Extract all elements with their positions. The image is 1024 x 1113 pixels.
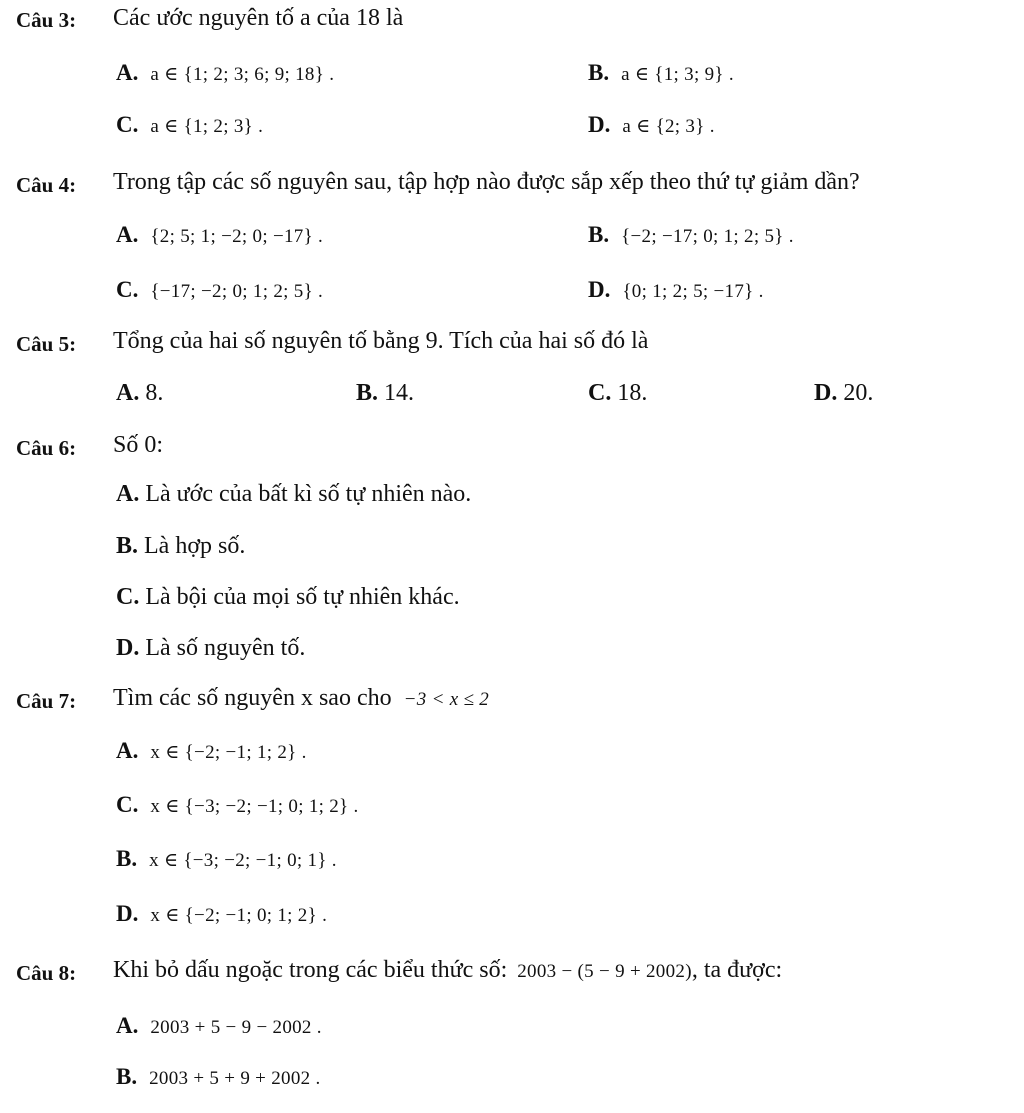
option-c[interactable]: C. Là bội của mọi số tự nhiên khác. (116, 584, 460, 610)
option-d[interactable]: D. a ∈ {2; 3} . (588, 112, 715, 137)
option-a[interactable]: A. a ∈ {1; 2; 3; 6; 9; 18} . (116, 60, 335, 85)
option-c[interactable]: C. 18. (588, 380, 648, 406)
option-a[interactable]: A. Là ước của bất kì số tự nhiên nào. (116, 481, 472, 507)
option-b[interactable]: B. x ∈ {−3; −2; −1; 0; 1} . (116, 846, 337, 871)
option-c[interactable]: C. {−17; −2; 0; 1; 2; 5} . (116, 277, 324, 302)
option-b[interactable]: B. {−2; −17; 0; 1; 2; 5} . (588, 222, 794, 247)
option-c[interactable]: C. x ∈ {−3; −2; −1; 0; 1; 2} . (116, 792, 359, 817)
question-label: Câu 4: (16, 173, 77, 197)
option-b[interactable]: B. Là hợp số. (116, 533, 246, 559)
inequality: −3 < x ≤ 2 (403, 689, 490, 710)
option-d[interactable]: D. {0; 1; 2; 5; −17} . (588, 277, 764, 302)
option-a[interactable]: A. 2003 + 5 − 9 − 2002 . (116, 1013, 322, 1038)
question-label: Câu 5: (16, 332, 77, 356)
question-label: Câu 8: (16, 961, 77, 985)
question-text: Tìm các số nguyên x sao cho −3 < x ≤ 2 (113, 685, 490, 711)
question-text: Khi bỏ dấu ngoặc trong các biểu thức số: 2003 − (5 − 9 + 2002), ta được: (113, 957, 783, 983)
question-text: Tổng của hai số nguyên tố bằng 9. Tích của hai số đó là (113, 328, 649, 354)
question-text: Trong tập các số nguyên sau, tập hợp nào được sắp xếp theo thứ tự giảm dần? (113, 169, 860, 195)
option-d[interactable]: D. Là số nguyên tố. (116, 635, 306, 661)
question-label: Câu 6: (16, 436, 77, 460)
question-label: Câu 3: (16, 8, 77, 32)
option-d[interactable]: D. x ∈ {−2; −1; 0; 1; 2} . (116, 901, 328, 926)
option-b[interactable]: B. 14. (356, 380, 415, 406)
option-a[interactable]: A. x ∈ {−2; −1; 1; 2} . (116, 738, 307, 763)
option-a[interactable]: A. 8. (116, 380, 164, 406)
option-d[interactable]: D. 20. (814, 380, 874, 406)
option-b[interactable]: B. 2003 + 5 + 9 + 2002 . (116, 1064, 321, 1089)
expression: 2003 − (5 − 9 + 2002) (517, 961, 692, 982)
option-c[interactable]: C. a ∈ {1; 2; 3} . (116, 112, 264, 137)
option-b[interactable]: B. a ∈ {1; 3; 9} . (588, 60, 734, 85)
question-label: Câu 7: (16, 689, 77, 713)
question-text: Các ước nguyên tố a của 18 là (113, 5, 404, 31)
question-text: Số 0: (113, 432, 164, 458)
option-a[interactable]: A. {2; 5; 1; −2; 0; −17} . (116, 222, 324, 247)
